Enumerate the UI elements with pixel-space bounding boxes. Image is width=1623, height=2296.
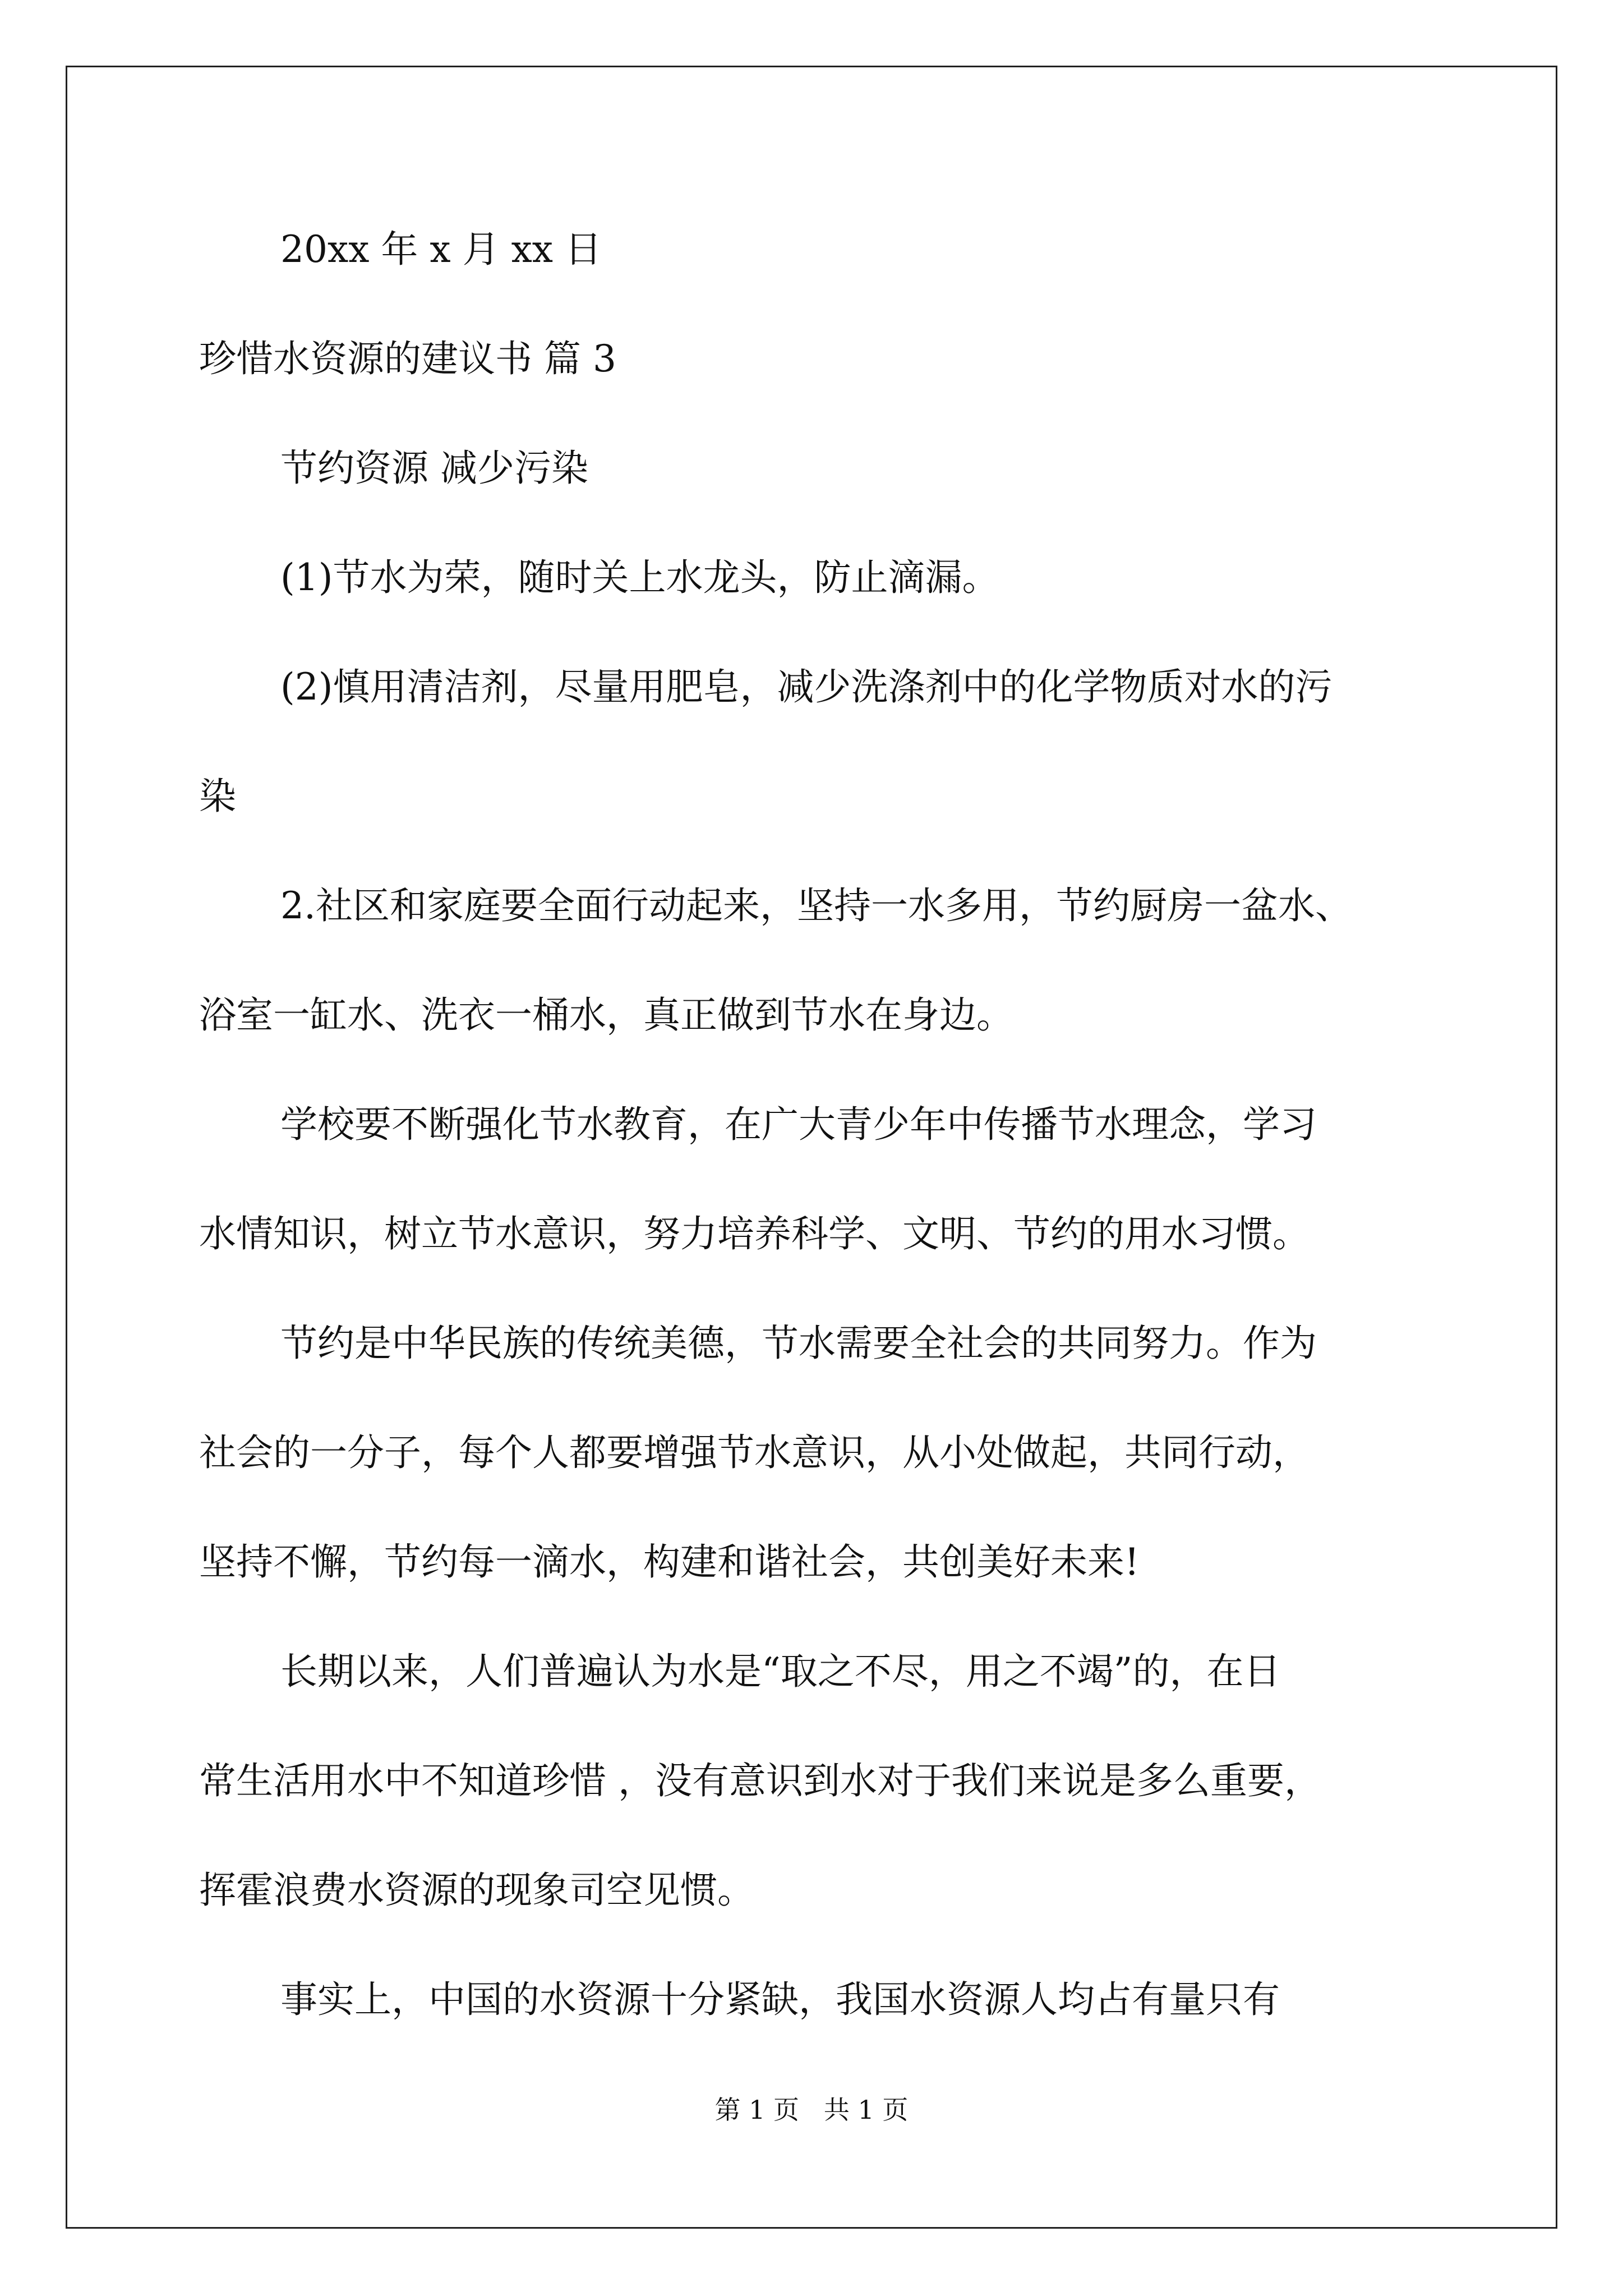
page-footer: 第 1 页 共 1 页 — [714, 2095, 909, 2125]
paragraph-line: 浴室一缸水、洗衣一桶水，真正做到节水在身边。 — [199, 993, 1013, 1037]
paragraph-line: 节约是中华民族的传统美德，节水需要全社会的共同努力。作为 — [280, 1322, 1317, 1365]
paragraph-line: (1)节水为荣，随时关上水龙头，防止滴漏。 — [280, 556, 999, 599]
subheading: 节约资源 减少污染 — [280, 447, 588, 490]
paragraph-line: 挥霍浪费水资源的现象司空见惯。 — [199, 1869, 754, 1912]
paragraph-line: 2.社区和家庭要全面行动起来，坚持一水多用，节约厨房一盆水、 — [280, 884, 1352, 927]
paragraph-line: 社会的一分子，每个人都要增强节水意识，从小处做起，共同行动， — [199, 1431, 1310, 1474]
paragraph-line: 长期以来，人们普遍认为水是“取之不尽，用之不竭”的，在日 — [280, 1650, 1281, 1693]
date-line: 20xx 年 x 月 xx 日 — [280, 228, 602, 271]
paragraph-line: 事实上，中国的水资源十分紧缺，我国水资源人均占有量只有 — [280, 1978, 1280, 2021]
paragraph-line: 常生活用水中不知道珍惜 ，没有意识到水对于我们来说是多么重要， — [199, 1759, 1321, 1802]
document-body — [199, 216, 1433, 2076]
paragraph-line: 染 — [199, 775, 236, 818]
paragraph-line: 水情知识，树立节水意识，努力培养科学、文明、节约的用水习惯。 — [199, 1212, 1310, 1255]
paragraph-line: (2)慎用清洁剂，尽量用肥皂，减少洗涤剂中的化学物质对水的污 — [280, 665, 1332, 708]
paragraph-line: 坚持不懈，节约每一滴水，构建和谐社会，共创美好未来! — [199, 1540, 1140, 1584]
paragraph-line: 学校要不断强化节水教育，在广大青少年中传播节水理念，学习 — [280, 1103, 1317, 1146]
section-heading: 珍惜水资源的建议书 篇 3 — [199, 337, 616, 380]
